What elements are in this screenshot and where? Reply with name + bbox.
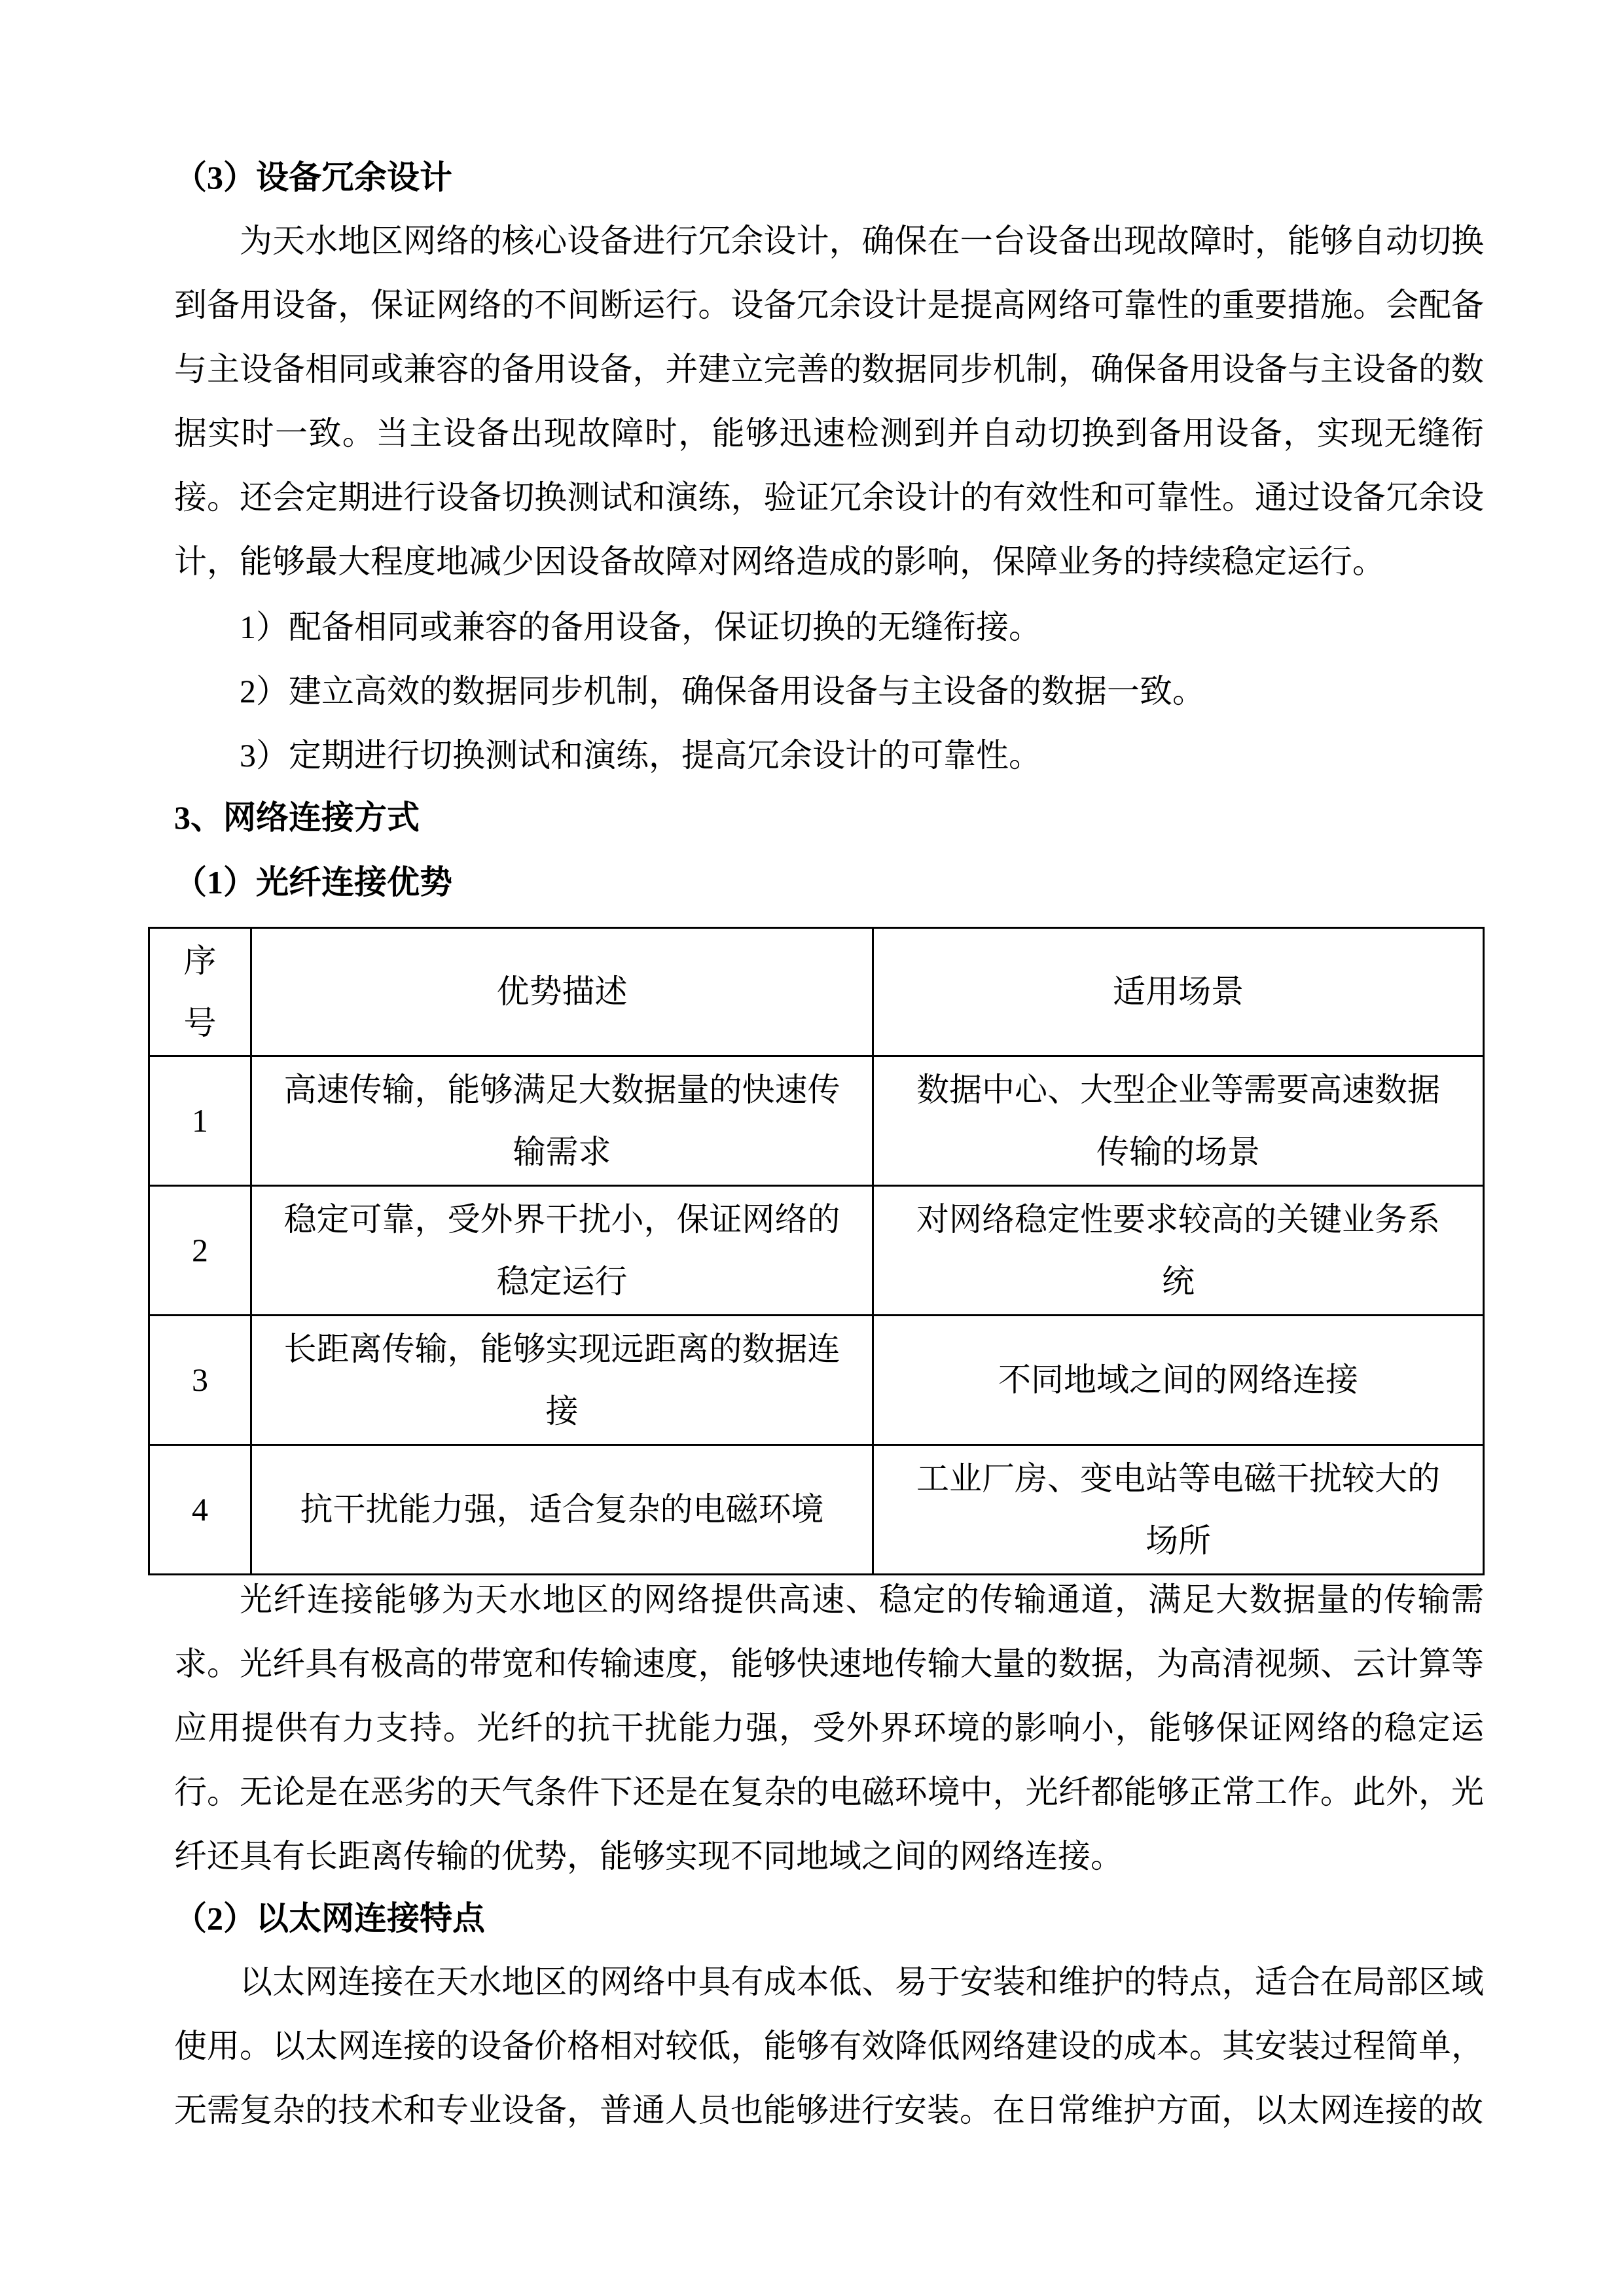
cell-description: 高速传输，能够满足大数据量的快速传输需求 — [251, 1056, 873, 1186]
cell-scenario: 对网络稳定性要求较高的关键业务系统 — [873, 1186, 1484, 1316]
cell-index: 3 — [149, 1316, 251, 1445]
paragraph-fiber: 光纤连接能够为天水地区的网络提供高速、稳定的传输通道，满足大数据量的传输需求。光纤具有极高的带宽和传输速度，能够快速地传输大量的数据，为高清视频、云计算等应用提供有力支持。光纤的抗干扰能力强，受外界环境的影响小，能够保证网络的稳定运行。无论是在恶劣的天气条件下还是在复杂的电磁环境中，光纤都能够正常工作。此外，光纤还具有长距离传输的优势，能够实现不同地域之间的网络连接。 — [174, 1581, 1484, 1874]
section-heading-ethernet: （2）以太网连接特点 — [174, 1900, 485, 1937]
table-row — [149, 1445, 1484, 1575]
cell-description: 稳定可靠，受外界干扰小，保证网络的稳定运行 — [251, 1186, 873, 1316]
cell-scenario: 工业厂房、变电站等电磁干扰较大的场所 — [873, 1445, 1484, 1575]
paragraph-ethernet: 以太网连接在天水地区的网络中具有成本低、易于安装和维护的特点，适合在局部区域使用。以太网连接的设备价格相对较低，能够有效降低网络建设的成本。其安装过程简单，无需复杂的技术和专业设备，普通人员也能够进行安装。在日常维护方面，以太网连接的故 — [174, 1964, 1484, 2128]
list-item: 1）配备相同或兼容的备用设备，保证切换的无缝衔接。 — [240, 609, 1041, 645]
cell-description: 长距离传输，能够实现远距离的数据连接 — [251, 1316, 873, 1445]
header-index: 序号 — [149, 928, 251, 1056]
list-item: 3）定期进行切换测试和演练，提高冗余设计的可靠性。 — [240, 737, 1041, 774]
cell-index: 2 — [149, 1186, 251, 1316]
cell-scenario: 数据中心、大型企业等需要高速数据传输的场景 — [873, 1056, 1484, 1186]
cell-description: 抗干扰能力强，适合复杂的电磁环境 — [251, 1445, 873, 1575]
cell-index: 4 — [149, 1445, 251, 1575]
table-header-row — [149, 928, 1484, 1056]
fiber-advantages-table — [148, 927, 1485, 1575]
cell-index: 1 — [149, 1056, 251, 1186]
section-heading-fiber: （1）光纤连接优势 — [174, 864, 452, 901]
table-row — [149, 1056, 1484, 1186]
table-row — [149, 1186, 1484, 1316]
header-description: 优势描述 — [251, 928, 873, 1056]
list-item: 2）建立高效的数据同步机制，确保备用设备与主设备的数据一致。 — [240, 673, 1205, 709]
header-scenario: 适用场景 — [873, 928, 1484, 1056]
section-heading-redundancy: （3）设备冗余设计 — [174, 159, 452, 196]
cell-scenario: 不同地域之间的网络连接 — [873, 1316, 1484, 1445]
table-row — [149, 1316, 1484, 1445]
section-heading-connection: 3、网络连接方式 — [174, 799, 420, 836]
paragraph-redundancy: 为天水地区网络的核心设备进行冗余设计，确保在一台设备出现故障时，能够自动切换到备用设备，保证网络的不间断运行。设备冗余设计是提高网络可靠性的重要措施。会配备与主设备相同或兼容的备用设备，并建立完善的数据同步机制，确保备用设备与主设备的数据实时一致。当主设备出现故障时，能够迅速检测到并自动切换到备用设备，实现无缝衔接。还会定期进行设备切换测试和演练，验证冗余设计的有效性和可靠性。通过设备冗余设计，能够最大程度地减少因设备故障对网络造成的影响，保障业务的持续稳定运行。 — [174, 223, 1484, 580]
